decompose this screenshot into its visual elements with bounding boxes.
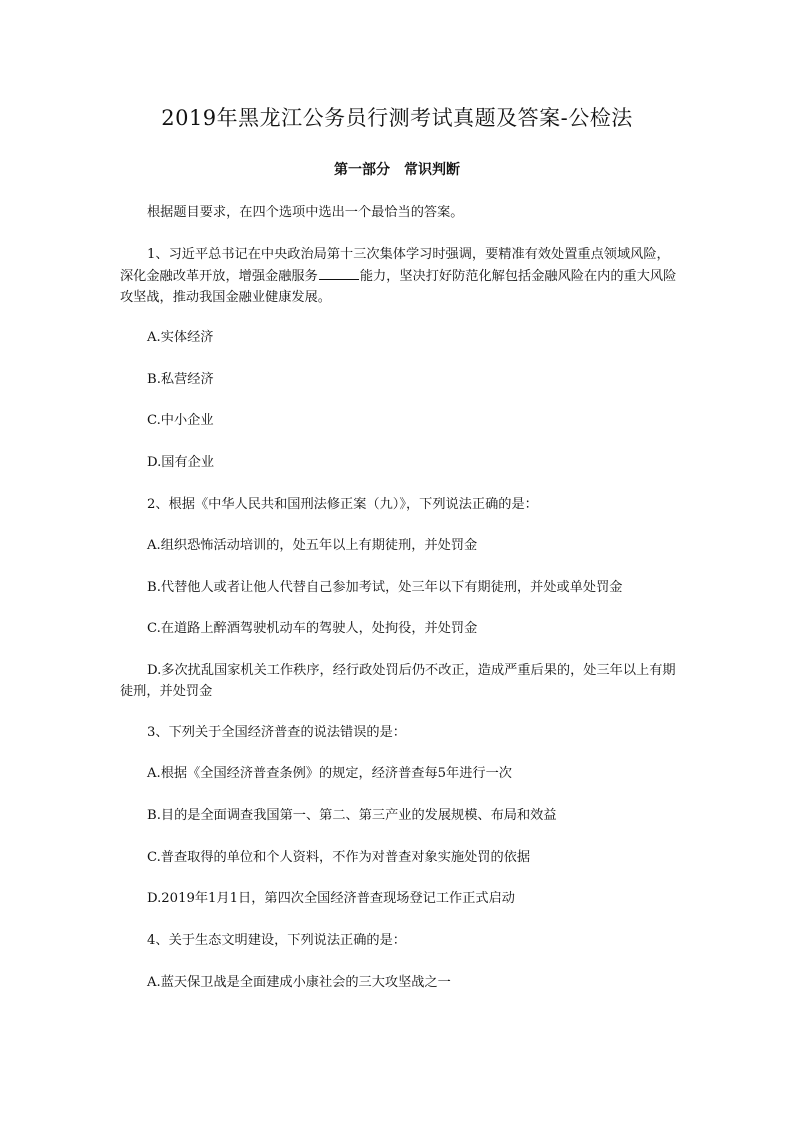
question-1-option-b: B.私营经济 [147,372,214,387]
question-2-option-a: A.组织恐怖活动培训的，处五年以上有期徒刑，并处罚金 [147,538,478,553]
question-3-stem: 3、下列关于全国经济普查的说法错误的是： [147,725,406,740]
question-2-option-c: C.在道路上醉酒驾驶机动车的驾驶人，处拘役，并处罚金 [147,621,478,636]
question-2-stem: 2、根据《中华人民共和国刑法修正案（九）》，下列说法正确的是： [147,497,538,512]
section-heading-topic: 常识判断 [404,162,460,178]
question-1-option-a: A.实体经济 [147,330,214,345]
question-2-option-b: B.代替他人或者让他人代替自己参加考试，处三年以下有期徒刑，并处或单处罚金 [147,580,623,595]
instruction-text: 根据题目要求，在四个选项中选出一个最恰当的答案。 [147,205,464,220]
question-3-option-d: D.2019年1月1日，第四次全国经济普查现场登记工作正式启动 [147,891,515,906]
question-2-option-d: D.多次扰乱国家机关工作秩序，经行政处罚后仍不改正，造成严重后果的，处三年以上有期徒刑，并处罚金 [120,663,676,699]
question-4-stem: 4、关于生态文明建设，下列说法正确的是： [147,933,406,948]
question-3-option-a: A.根据《全国经济普查条例》的规定，经济普查每5年进行一次 [147,766,512,781]
question-3-option-b: B.目的是全面调查我国第一、第二、第三产业的发展规模、布局和效益 [147,808,557,823]
answer-blank [319,265,359,280]
section-heading-part: 第一部分 [334,162,390,178]
question-1-stem-part2: 能力，坚决打好防范化解包括金融风险在内的重大风险攻坚战，推动我国金融业健康发展。 [120,269,677,305]
question-4-option-a: A.蓝天保卫战是全面建成小康社会的三大攻坚战之一 [147,975,451,990]
document-title: 2019年黑龙江公务员行测考试真题及答案-公检法 [161,106,633,130]
question-1-stem [120,244,680,308]
section-heading [0,160,794,180]
question-1-option-d: D.国有企业 [147,455,215,470]
question-1-stem-part1: 1、习近平总书记在中央政治局第十三次集体学习时强调，要精准有效处置重点领域风险，深化金融改革开放，增强金融服务 [120,247,670,284]
question-3-option-c: C.普查取得的单位和个人资料，不作为对普查对象实施处罚的依据 [147,850,531,865]
question-1-option-c: C.中小企业 [147,413,214,428]
